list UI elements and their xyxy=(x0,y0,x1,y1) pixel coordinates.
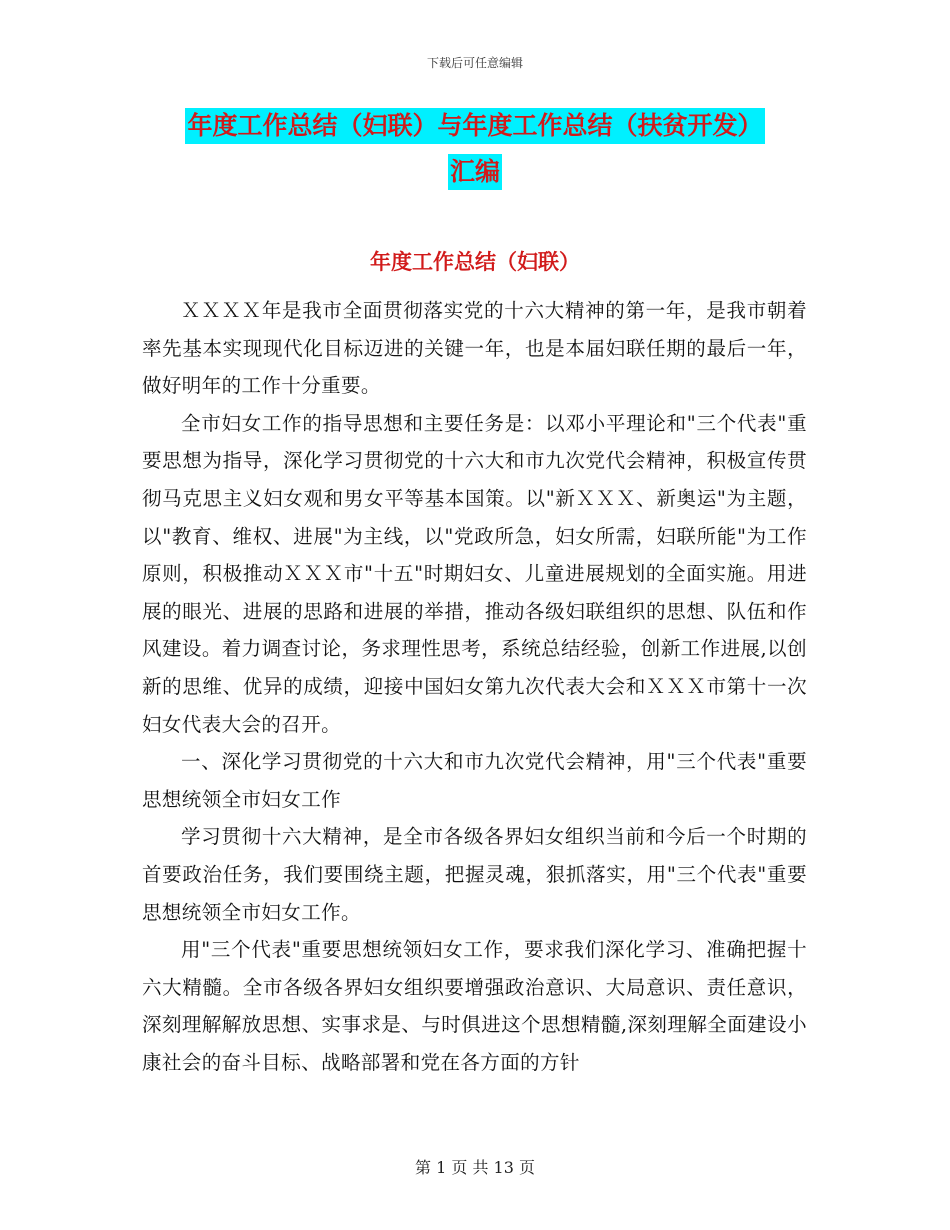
paragraph-heading-1: 一、深化学习贯彻党的十六大和市九次党代会精神，用"三个代表"重要思想统领全市妇女工作 xyxy=(142,750,807,811)
section-title: 年度工作总结（妇联） xyxy=(370,250,580,274)
paragraph-1: ＸＸＸＸ年是我市全面贯彻落实党的十六大精神的第一年，是我市朝着率先基本实现现代化目标迈进的关键一年，也是本届妇联任期的最后一年，做好明年的工作十分重要。 xyxy=(142,299,807,398)
document-title-line-1: 年度工作总结（妇联）与年度工作总结（扶贫开发） xyxy=(185,108,764,144)
document-title-line-2: 汇编 xyxy=(448,154,502,190)
page-footer: 第 1 页 共 13 页 xyxy=(415,1158,535,1177)
document-title xyxy=(140,108,810,200)
document-body xyxy=(142,292,807,1081)
header-note: 下载后可任意编辑 xyxy=(426,56,523,70)
paragraph-4: 用"三个代表"重要思想统领妇女工作，要求我们深化学习、准确把握十六大精髓。全市各级各界妇女组织要增强政治意识、大局意识、责任意识，深刻理解解放思想、实事求是、与时俱进这个思想精髓,深刻理解全面建设小康社会的奋斗目标、战略部署和党在各方面的方针 xyxy=(142,938,807,1074)
paragraph-2: 全市妇女工作的指导思想和主要任务是：以邓小平理论和"三个代表"重要思想为指导，深化学习贯彻党的十六大和市九次党代会精神，积极宣传贯彻马克思主义妇女观和男女平等基本国策。以"新ＸＸＸ、新奥运"为主题，以"教育、维权、进展"为主线，以"党政所急，妇女所需，妇联所能"为工作原则，积极推动ＸＸＸ市"十五"时期妇女、儿童进展规划的全面实施。用进展的眼光、进展的思路和进展的举措，推动各级妇联组织的思想、队伍和作风建设。着力调查讨论，务求理性思考，系统总结经验，创新工作进展,以创新的思维、优异的成绩，迎接中国妇女第九次代表大会和ＸＸＸ市第十一次妇女代表大会的召开。 xyxy=(142,411,807,736)
paragraph-3: 学习贯彻十六大精神，是全市各级各界妇女组织当前和今后一个时期的首要政治任务，我们要围绕主题，把握灵魂，狠抓落实，用"三个代表"重要思想统领全市妇女工作。 xyxy=(142,825,807,924)
